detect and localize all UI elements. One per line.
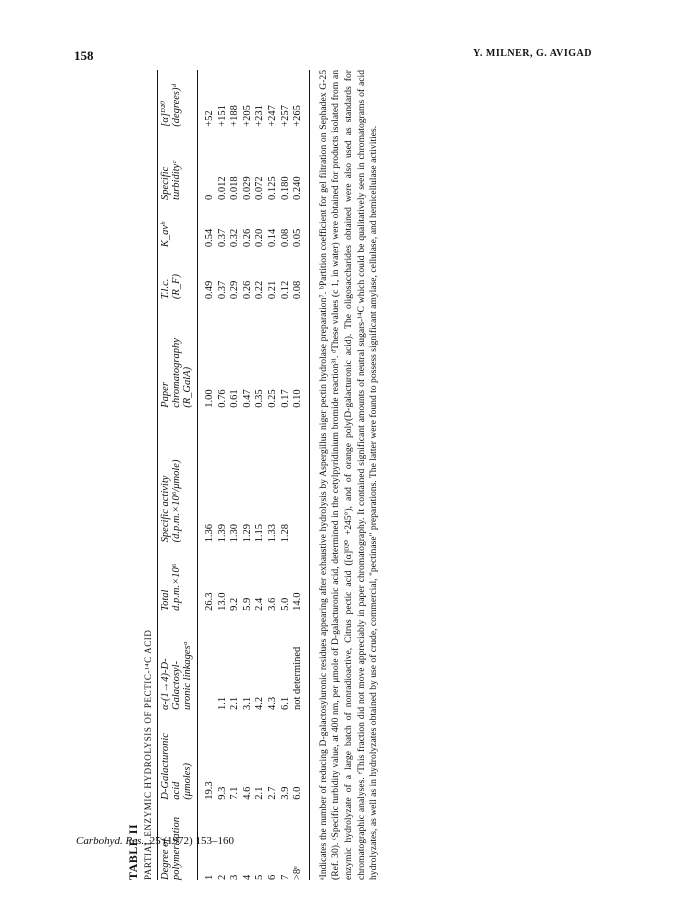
table-cell: 0.20 xyxy=(254,228,266,248)
table-cell: 0.17 xyxy=(279,389,291,408)
table-cell: 7 xyxy=(279,874,291,880)
table-cell: 2.1 xyxy=(254,786,266,800)
table-cell: 0.37 xyxy=(216,228,228,248)
table-header-row xyxy=(158,70,198,880)
table-cell: 1.36 xyxy=(204,523,215,543)
table-cell: 0.54 xyxy=(204,228,215,248)
table-cell: 0.21 xyxy=(266,280,278,300)
table-cell: 0.012 xyxy=(216,176,228,200)
table-cell: 13.0 xyxy=(216,592,228,611)
table-cell: 0.08 xyxy=(279,228,291,248)
table-row xyxy=(217,70,230,880)
table-cell: +205 xyxy=(241,105,253,127)
table-cell: 4 xyxy=(241,874,253,880)
col-header-total-dpm: Total d.p.m.×10⁶ xyxy=(160,563,182,611)
table-cell: 0.240 xyxy=(292,176,304,200)
table-cell: 19.3 xyxy=(204,781,215,800)
table-cell: 0.61 xyxy=(229,389,241,408)
journal-citation xyxy=(76,835,234,847)
table-cell: 0.22 xyxy=(254,280,266,300)
table-cell: 1.15 xyxy=(254,523,266,543)
table-cell: 1.39 xyxy=(216,523,228,543)
table-cell: not determined xyxy=(292,646,304,710)
table-cell: 1.29 xyxy=(241,523,253,543)
table-cell: 2.1 xyxy=(229,696,241,710)
table-cell: 0.05 xyxy=(292,228,304,248)
running-head: Y. MILNER, G. AVIGAD xyxy=(473,48,592,59)
journal-name: Carbohyd. Res., xyxy=(76,835,147,847)
table-cell: 0.47 xyxy=(241,389,253,408)
col-header-specific-turbidity: Specific turbidityᶜ xyxy=(160,161,182,200)
table-caption: TABLE II xyxy=(126,823,140,880)
table-cell: 3 xyxy=(229,874,241,880)
rotated-table-block xyxy=(116,70,586,880)
table-cell: 0 xyxy=(204,194,215,200)
table-cell: 4.6 xyxy=(241,786,253,800)
table-cell: >8ᵉ xyxy=(292,866,304,880)
table-cell: 0.49 xyxy=(204,280,215,300)
table-cell: 0.180 xyxy=(279,176,291,200)
table-footnotes xyxy=(318,70,381,880)
data-table xyxy=(158,70,309,880)
table-cell: 2.7 xyxy=(266,786,278,800)
table-cell: 0.10 xyxy=(292,389,304,408)
table-cell: 9.2 xyxy=(229,597,241,611)
col-header-paper-chromatography: Paper chromatography (R_GalA) xyxy=(160,338,193,408)
table-bottom-rule xyxy=(309,70,310,880)
table-cell: 0.26 xyxy=(241,228,253,248)
col-header-galacturonic-acid: D-Galacturonic acid (μmoles) xyxy=(160,733,193,800)
table-cell: 0.32 xyxy=(229,228,241,248)
col-header-kav: K_avᵇ xyxy=(160,222,171,248)
table-cell: 1.28 xyxy=(279,523,291,543)
page-number: 158 xyxy=(74,48,94,63)
table-row xyxy=(267,70,280,880)
journal-volume-pages: 25 (1972) 153–160 xyxy=(149,835,234,847)
col-header-optical-rotation: [α]ᴰ²⁰ (degrees)ᵈ xyxy=(160,84,182,127)
table-cell: 3.9 xyxy=(279,786,291,800)
table-cell: 5.0 xyxy=(279,597,291,611)
table-cell: 4.2 xyxy=(254,696,266,710)
table-cell: 2 xyxy=(216,874,228,880)
table-cell xyxy=(198,611,217,710)
col-header-dp: Degree of polymerization xyxy=(160,817,182,880)
table-cell: 6.1 xyxy=(279,696,291,710)
table-cell: +247 xyxy=(266,105,278,127)
table-row xyxy=(242,70,255,880)
table-cell: 6.0 xyxy=(292,786,304,800)
table-cell: 0.37 xyxy=(216,280,228,300)
table-cell: +257 xyxy=(279,105,291,127)
table-cell: 0.35 xyxy=(254,389,266,408)
table-cell: 0.29 xyxy=(229,280,241,300)
table-cell: 9.3 xyxy=(216,786,228,800)
table-row xyxy=(292,70,309,880)
table-cell: 6 xyxy=(266,874,278,880)
table-cell: 1.00 xyxy=(204,389,215,408)
table-cell: +265 xyxy=(292,105,304,127)
table-cell: +52 xyxy=(204,110,215,127)
table-cell: +151 xyxy=(216,105,228,127)
table-body xyxy=(198,70,309,880)
table-cell: 5.9 xyxy=(241,597,253,611)
table-cell: 0.25 xyxy=(266,389,278,408)
table-cell: 3.6 xyxy=(266,597,278,611)
table-cell: 0.76 xyxy=(216,389,228,408)
table-cell: 7.1 xyxy=(229,786,241,800)
table-cell: 4.3 xyxy=(266,696,278,710)
table-cell: 0.12 xyxy=(279,280,291,300)
table-cell: 1 xyxy=(204,874,215,880)
table-cell: 0.029 xyxy=(241,176,253,200)
table-cell: 14.0 xyxy=(292,592,304,611)
table-cell: 26.3 xyxy=(204,592,215,611)
table-cell: 0.26 xyxy=(241,280,253,300)
col-header-specific-activity: Specific activity (d.p.m.×10⁶/μmole) xyxy=(160,459,182,543)
footnote-text: ᵃIndicates the number of reducing D-galactosyluronic residues appearing after exhaustive hydrolysis by Aspergillus niger pectin hydrolase preparation⁷. ᵇPartition coefficient for gel filtration on Sephadex G-25 (Ref. 30). ᶜSpecific turbidity value, at 400 nm, per μmole of D-galacturonic acid, determined in the cetylpyridinium bromide reaction³¹. ᵈThese values (c 1, in water) were obtained for products isolated from an enzymic hydrolyzate of a large batch of nonradioactive, Citrus pectic acid ([α]ᴰ²⁰ +245°), and of orange poly(D-galacturonic acid). The oligosaccharides obtained were also used as standards for chromatographic analyses. ᵉThis fraction did not move appreciably in paper chromatography. It contained significant amounts of neutral sugars-¹⁴C which could be qualitatively seen in chromatograms of acid hydrolyzates, as well as in hydrolyzates obtained by use of crude, commercial, "pectinase" preparations. The latter were found to possess significant amylase, cellulase, and hemicellulase activities. xyxy=(317,70,380,880)
table-row xyxy=(280,70,293,880)
table-cell: +231 xyxy=(254,105,266,127)
table-cell: 0.018 xyxy=(229,176,241,200)
table-cell: 5 xyxy=(254,874,266,880)
table-cell: 0.125 xyxy=(266,176,278,200)
table-cell: 0.072 xyxy=(254,176,266,200)
table-row xyxy=(198,70,217,880)
table-cell: +188 xyxy=(229,105,241,127)
table-cell: 1.33 xyxy=(266,523,278,543)
table-cell: 1.30 xyxy=(229,523,241,543)
table-cell xyxy=(292,408,309,543)
table-cell: 3.1 xyxy=(241,696,253,710)
table-row xyxy=(229,70,242,880)
table-row xyxy=(254,70,267,880)
col-header-tlc: T.l.c. (R_F) xyxy=(160,274,182,300)
table-subtitle: PARTIAL ENZYMIC HYDROLYSIS OF PECTIC-¹⁴C ACID xyxy=(143,629,153,880)
table-cell: 2.4 xyxy=(254,597,266,611)
table-cell: 0.14 xyxy=(266,228,278,248)
table-cell: 0.08 xyxy=(292,280,304,300)
col-header-linkages: α-(1→4)-D- Galactosyl- uronic linkagesᵃ xyxy=(160,641,193,710)
table-cell: 1.1 xyxy=(216,696,228,710)
